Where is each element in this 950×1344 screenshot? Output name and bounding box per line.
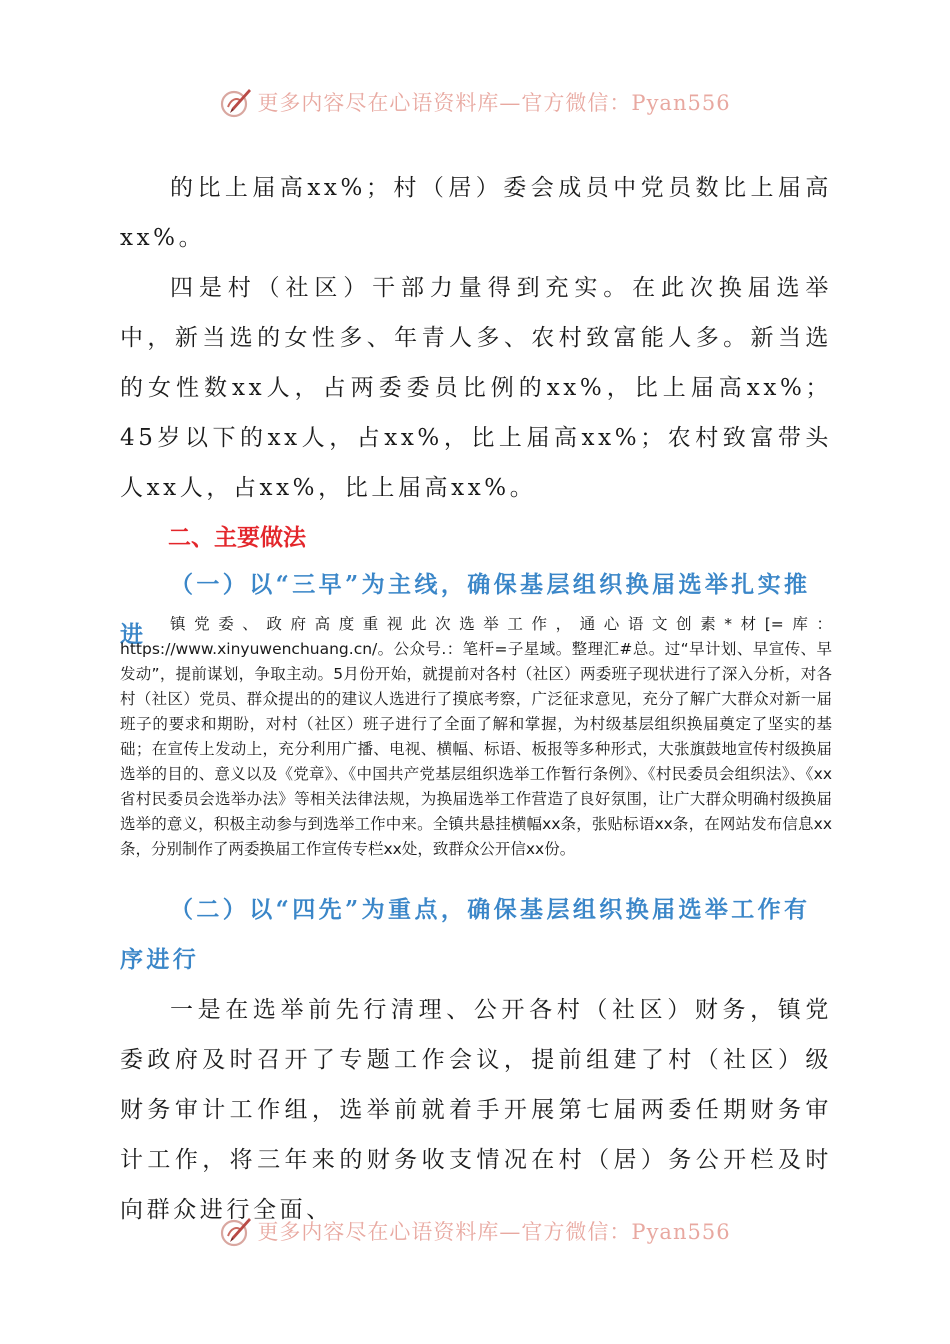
banner-text: 更多内容尽在心语资料库—官方微信：Pyan556 — [257, 91, 731, 115]
section-heading-2: 二、主要做法 — [168, 525, 306, 551]
subheading-1-body: 镇党委、政府高度重视此次选举工作，通心语文创素*材[=库：https://www.xinyuwenchuang.cn/。公众号.：笔杆=子星域。整理汇#总。过“早计划、早宣传、早发动”，提前谋划，争取主动。5月份开始，就提前对各村（社区）两委班子现状进行了深入分析，对各村（社区）党员、群众提出的的建议人选进行了摸底考察，广泛征求意见，充分了解广大群众对新一届班子的要求和期盼，对村（社区）班子进行了全面了解和掌握，为村级基层组织换届奠定了坚实的基础；在宣传上发动上，充分利用广播、电视、横幅、标语、板报等多种形式，大张旗鼓地宣传村级换届选举的目的、意义以及《党章》、《中国共产党基层组织选举工作暂行条例》、《村民委员会组织法》、《xx省村民委员会选举办法》等相关法律法规，为换届选举工作营造了良好氛围，让广大群众明确村级换届选举的意义，积极主动参与到选举工作中来。全镇共悬挂横幅xx条，张贴标语xx条，在网站发布信息xx条，分别制作了两委换届工作宣传专栏xx处，致群众公开信xx份。 — [120, 615, 832, 858]
subheading-1: （一）以“三早”为主线，确保基层组织换届选举扎实推进 — [120, 571, 811, 648]
pen-logo-icon — [219, 1214, 253, 1248]
paragraph-2: 四是村（社区）干部力量得到充实。在此次换届选举中，新当选的女性多、年青人多、农村致富能人多。新当选的女性数xx人，占两委委员比例的xx%，比上届高xx%；45岁以下的xx人，占xx%，比上届高xx%；农村致富带头人xx人，占xx%，比上届高xx%。 — [120, 275, 832, 501]
banner-text: 更多内容尽在心语资料库—官方微信：Pyan556 — [257, 1220, 731, 1244]
footer-banner — [0, 1211, 950, 1251]
header-banner — [0, 82, 950, 122]
subheading-2: （二）以“四先”为重点，确保基层组织换届选举工作有序进行 — [120, 896, 811, 973]
paragraph-1: 的比上届高xx%；村（居）委会成员中党员数比上届高xx%。 — [120, 175, 832, 251]
paragraph-3: 一是在选举前先行清理、公开各村（社区）财务，镇党委政府及时召开了专题工作会议，提前组建了村（社区）级财务审计工作组，选举前就着手开展第七届两委任期财务审计工作，将三年来的财务收支情况在村（居）务公开栏及时向群众进行全面、 — [120, 997, 832, 1223]
pen-logo-icon — [219, 85, 253, 119]
